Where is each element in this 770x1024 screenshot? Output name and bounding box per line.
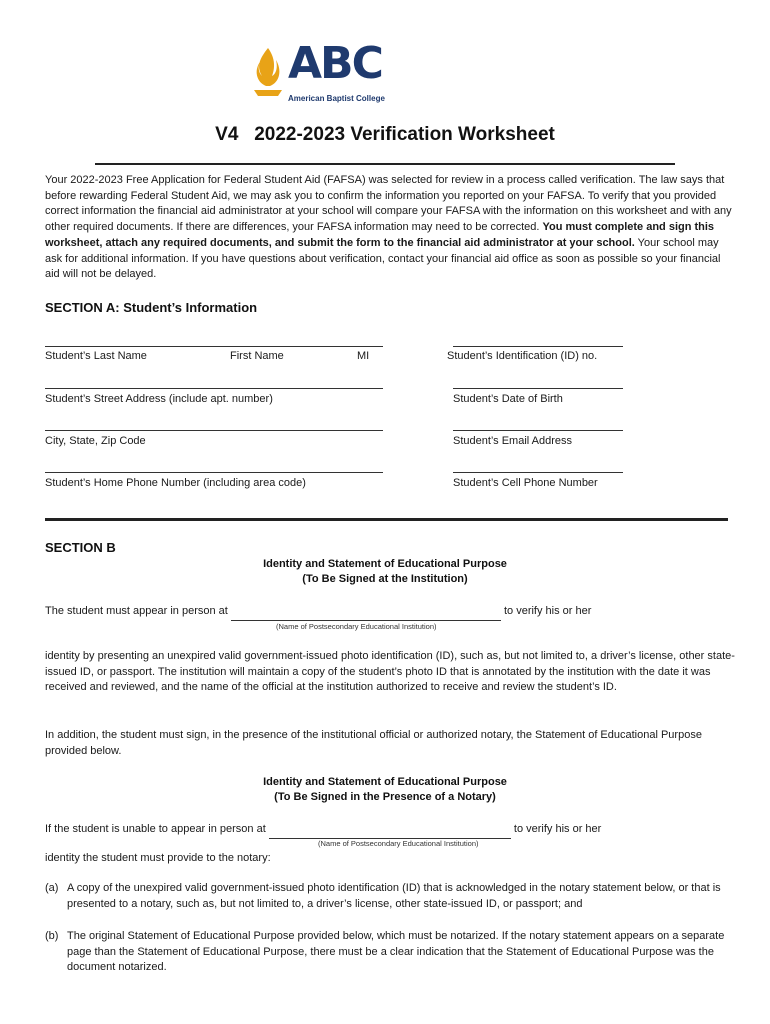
dob-line[interactable] [453, 388, 623, 389]
street-line[interactable] [45, 388, 383, 389]
logo-mark: ABC [288, 38, 382, 89]
flame-icon [250, 46, 286, 98]
home-phone-label: Student’s Home Phone Number (including area code) [45, 477, 306, 489]
unable-line: If the student is unable to appear in person at to verify his or her [45, 822, 601, 839]
notary-line: identity the student must provide to the notary: [45, 852, 271, 864]
mi-label: MI [357, 350, 370, 362]
city-label: City, State, Zip Code [45, 435, 146, 447]
item-b-marker: (b) [45, 930, 59, 942]
email-line[interactable] [453, 430, 623, 431]
name-line[interactable] [45, 346, 383, 347]
first-name-label: First Name [230, 350, 284, 362]
student-id-line[interactable] [453, 346, 623, 347]
item-a-text: A copy of the unexpired valid government-issued photo identification (ID) that is acknowledged in the notary statement below, or that is presented to a notary, such as, but not limited to, a driver’s license, other state-issued ID, or passport; and [67, 882, 721, 910]
institution-caption: (Name of Postsecondary Educational Institution) [276, 622, 437, 631]
in-person-line: The student must appear in person at to verify his or her [45, 604, 591, 621]
city-line[interactable] [45, 430, 383, 431]
section-divider [45, 518, 728, 521]
cell-phone-label: Student’s Cell Phone Number [453, 477, 598, 489]
subsection-1-title: Identity and Statement of Educational Purpose [263, 558, 507, 570]
title-divider [95, 163, 675, 165]
cell-phone-line[interactable] [453, 472, 623, 473]
subsection-2-title: Identity and Statement of Educational Purpose [263, 776, 507, 788]
home-phone-line[interactable] [45, 472, 383, 473]
identity-paragraph: identity by presenting an unexpired valid government-issued photo identification (ID), such as, but not limited to, a driver’s license, other state-issued ID, or passport. The institution will maintain a copy of the student’s photo ID that is annotated by the institution with the date it was received and reviewed, and the name of the official at the institution authorized to receive and review the student’s ID. [45, 650, 735, 694]
intro-paragraph: Your 2022-2023 Free Application for Federal Student Aid (FAFSA) was selected for review in a process called verification. The law says that before rewarding Federal Student Aid, we may ask you to confirm the information you reported on your FAFSA. To verify that you provided correct information the financial aid administrator at your school will compare your FAFSA with the information on this worksheet and with any other required documents. If there are differences, your FAFSA information may need to be corrected. You must complete and sign this worksheet, attach any required documents, and submit the form to the financial aid administrator at your school. Your school may ask for additional information. If you have questions about verification, contact your financial aid office as soon as possible so your financial aid will not be delayed. [45, 174, 732, 281]
page-title: V4 2022-2023 Verification Worksheet [215, 124, 555, 145]
email-label: Student’s Email Address [453, 435, 573, 447]
institution-name-field-2[interactable] [269, 822, 511, 839]
subsection-1-note: (To Be Signed at the Institution) [302, 573, 468, 585]
section-a-heading: SECTION A: Student’s Information [45, 300, 258, 315]
signature-paragraph: In addition, the student must sign, in the presence of the institutional official or authorized notary, the Statement of Educational Purpose provided below. [45, 729, 702, 757]
institution-caption-2: (Name of Postsecondary Educational Institution) [318, 839, 479, 848]
dob-label: Student’s Date of Birth [453, 393, 563, 405]
last-name-label: Student’s Last Name [45, 350, 147, 362]
logo-subtitle: American Baptist College [288, 94, 385, 103]
student-id-label: Student’s Identification (ID) no. [447, 350, 598, 362]
college-logo [250, 38, 400, 108]
section-b-heading: SECTION B [45, 540, 116, 555]
institution-name-field[interactable] [231, 604, 501, 621]
subsection-2-note: (To Be Signed in the Presence of a Notary) [274, 791, 496, 803]
item-a-marker: (a) [45, 882, 59, 894]
item-b-text: The original Statement of Educational Purpose provided below, which must be notarized. If the notary statement appears on a separate page than the Statement of Educational Purpose, there must be a clear indication that the Statement of Educational Purpose was the document notarized. [67, 930, 725, 974]
street-label: Student’s Street Address (include apt. number) [45, 393, 273, 405]
